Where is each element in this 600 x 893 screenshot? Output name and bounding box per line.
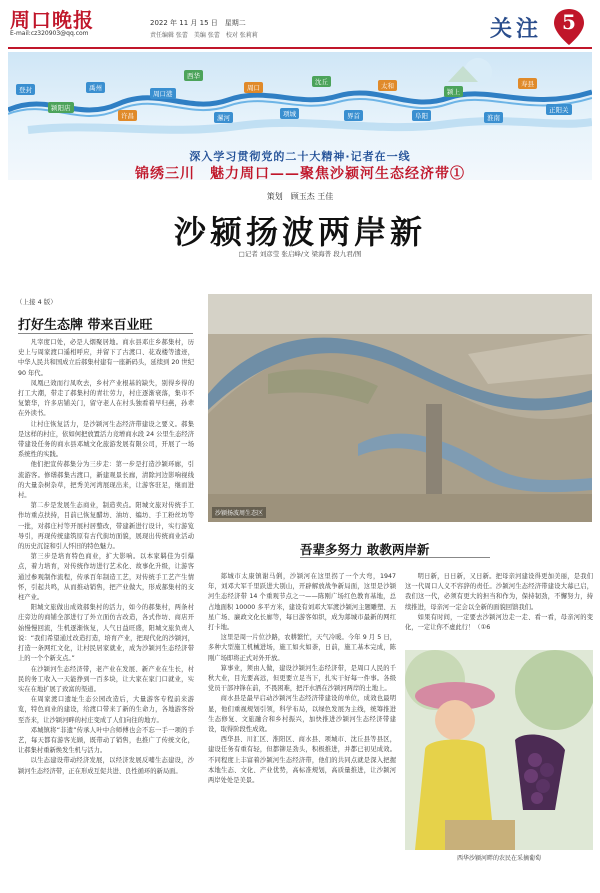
paragraph: 西华县、川汇区、淮阳区、商水县、项城市、沈丘县等县区，建设任务有重有轻，但都铆足劲头，积极推进，并都已初见成效。不同程度上丰富着沙颍河生态经济带，他们的共同点就是深入把握本地生态、文化、产业优势，高标准规划，高质量推进，让沙颍河两岸处处是美景。 [208, 736, 396, 785]
paragraph: 让村庄恢复活力，是沙颍河生态经济带建设之要义。郝集是这样的村庄，依如何把放置活力竞增商水段 24 公里生态经济带建设任务的商水县邓城文化旅游发展有限公司，开展了一场系统性的实践。 [18, 420, 194, 459]
subheading-1: 打好生态牌 带来百业旺 [18, 318, 153, 333]
map-city-label: 淮南 [484, 112, 503, 123]
paragraph: 算事业，须由人做，建设沙颍河生态经济带，是周口人民的千秋大业，目光要高远，但更要立足当下，扎实干好每一件事。各级党员干部冲锋在前，不畏困难，把汗水洒在沙颍河两岸的土地上。 [208, 664, 396, 693]
paragraph: 如果有时间，一定要去沙颍河边走一走、看一看，母亲河的变化，一定让你不虚此行！（①6 [405, 613, 593, 632]
aerial-river-photo [208, 294, 592, 522]
paragraph: 在周家渡口遗址生态公园改造后，大量游客专程前来游览，特色商业的建设，给渡口带来了新的生命力，各地游客纷至沓来，让沙颍河畔的村庄变成了人们向往的地方。 [18, 696, 194, 724]
map-city-label: 西华 [184, 70, 203, 81]
subheading-2: 吾辈多努力 敢教两岸新 [300, 542, 430, 557]
map-city-label: 太和 [378, 80, 397, 91]
photo-caption-1: 沙颍扬波周生态区 [212, 507, 266, 518]
banner-slogan-top: 深入学习贯彻党的二十大精神·记者在一线 [189, 150, 411, 163]
map-city-label: 阜阳 [412, 110, 431, 121]
grape-picking-photo [405, 650, 593, 850]
paragraph: 以生态建设带动经济发展，以经济发展反哺生态建设，沙颍河生态经济带，正在形成互促共进、良性循环的新局面。 [18, 757, 194, 775]
masthead-rule [8, 47, 592, 49]
map-city-label: 寿县 [518, 78, 537, 89]
photo-caption-2: 西华沙颍河畔的农民在采摘葡萄 [456, 855, 541, 862]
paragraph: 邓城镇将“非遗”传承人叶中合师傅也会不忘一手一项的手艺，每天都有游客光顾，既带动了销售，也推广了传统文化，让郝集村重新焕发生机与活力。 [18, 726, 194, 755]
map-city-label: 漯河 [214, 112, 233, 123]
article-column-2 [208, 572, 396, 886]
masthead-email: E-mail:cz320903@qq.com [10, 30, 89, 37]
article-column-3 [405, 572, 593, 646]
map-city-label: 正阳关 [546, 104, 572, 115]
map-city-label: 项城 [280, 108, 299, 119]
paragraph: 在沙颍河生态经济带，老产业在发展、新产业在生长，村民的务工收入一天能挣到一百多块，让大家在家门口就业，实实在在地扩展了致富的渠道。 [18, 665, 194, 693]
page-number: 5 [562, 10, 576, 34]
issue-date: 2022 年 11 月 15 日 星期二 [150, 19, 246, 27]
map-banner [8, 52, 592, 180]
subheading-rule [18, 333, 193, 334]
subheading-rule [300, 557, 490, 558]
paragraph: 明日新，日日新，又日新。把母亲河建设得更加美丽，是我们这一代周口人义不容辞的责任。沙颍河生态经济带建设大幕已启，我们这一代，必须有更大的担当和作为，保持韧劲，不懈努力，持续推进，母亲河一定会以全新的面貌回馈我们。 [405, 573, 593, 611]
map-city-label: 周口 [244, 82, 263, 93]
article-headline: 沙颍扬波两岸新 [173, 213, 426, 251]
paragraph: 郯城市太康镇谢马俐，沙颍河在这里拐了一个大弯，1947 年，刘邓大军千里跃进大别山，开辟解放战争新局面，这里是沙颍河生态经济带 14 个重观节点之一——陈刚广场红色教育基地，总占地面积 10000 多平方米，建设有刘邓大军渡沙颍河主题雕塑、五星广场、廉政文化长廊等，每日游客如织，成为郯城市最新的网红打卡地。 [208, 573, 396, 632]
paragraph: 阳城文旅做出成效郝集村的活力，如今的郝集村，两条村庄旁边的商铺全部进行了外立面仿古改造，各式作坊、商店开始慢慢回流，生机逐渐恢复，人气日益旺盛，阳城文旅负责人说：“我们希望通过改造打造，培育产业，把现代化的沙颍河，打造一条网红文化，让村民居家就业，成为沙颍河生态经济带上的一个个新支点。” [18, 604, 194, 663]
map-city-label: 周口港 [150, 88, 176, 99]
paragraph: 凤凰已效而行凤吹去，乡村产业根基的缺失，别得乡得的打工大潮，带走了郝集村的青壮劳力，村庄逐渐衰落，集市不复繁华，许多店铺关门，留守老人在村头独看着早归燕，孙辈在外读书。 [18, 379, 194, 418]
map-city-label: 沈丘 [312, 76, 331, 87]
map-city-label: 许昌 [118, 110, 137, 121]
section-title: 关注 [490, 16, 543, 42]
paragraph: 他们把宣传郝集分为三步走：第一步是打造沙颍环廊，引流游客。修缮郝集古渡口，新建观景长廊，清除河边影响视线的大量杂树杂草，把秀美河湾展现出来，让游客驻足，继而进村。 [18, 461, 194, 500]
paragraph: 商水县是最早启动沙颍河生态经济带建设的单位，成效也最明显，他们重视规划引领，科学布局，以绿色发展为主线，统筹推进生态修复、文旅融合和乡村振兴，加快推进沙颍河生态经济带建设，取得阶段性成效。 [208, 695, 396, 734]
continued-note: （上接 4 版） [16, 298, 57, 306]
paragraph: 第三步是培育特色商业，扩大影响。以本家羁佳为引爆点，着力培育，对传统作坊进行艺术化、故事化升级，让游客通过参观制作流程，传承百年制造工艺，对传统手工艺产生情怀，引起共鸣，从而推动销售，把产业做大，形成郝集村的支柱产业。 [18, 553, 194, 602]
map-city-label: 界首 [344, 110, 363, 121]
map-city-label: 登封 [16, 84, 35, 95]
article-column-1 [18, 338, 194, 886]
map-city-label: 禹州 [86, 82, 105, 93]
paragraph: 第二步是发展生态商业，制造卖点。阳城文旅对传统手工作坊重点扶持，目前已恢复醋坊、油坊、编坊、手工粉丝坊等一批，对郝庄村等开展村居整改，带建新进行设计，实行游览导引，再现传统建筑原有古代街坊面貌，展现出传统商业活动的历史沉淀和引人怀旧的特色魅力。 [18, 502, 194, 551]
map-city-label: 颍上 [444, 86, 463, 97]
paragraph: 凡宰度口处，必是人烟聚居地。商水县邓庄乡郝集村，历史上与周家渡口遥相呼应，并留下了古渡口、花戏楼等遗迹，中华人民共和国成立后郝集村建有一座新码头，延续到 20 世纪 90 年代。 [18, 339, 194, 377]
planners-credit: 策划 顾玉杰 王佳 [266, 192, 334, 201]
editor-credits: 责任编辑 张蕾 美编 张蕾 校对 张莉莉 [150, 32, 258, 39]
newspaper-logo: 周口晚报 [10, 8, 94, 32]
article-byline: □记者 刘彦莹 张启峰/文 梁海普 段九君/图 [238, 250, 362, 258]
paragraph: 这里是周一片位沙路，农耕繁忙，天气冷暖。今年 9 月 5 日，多种大型施工机械进场，施工如火如荼，日前，施工基本完成，陈刚广场即将正式对外开放。 [208, 634, 396, 662]
map-city-label: 颍阳店 [48, 102, 74, 113]
banner-slogan-main: 锦绣三川 魅力周口——聚焦沙颍河生态经济带① [135, 166, 465, 180]
